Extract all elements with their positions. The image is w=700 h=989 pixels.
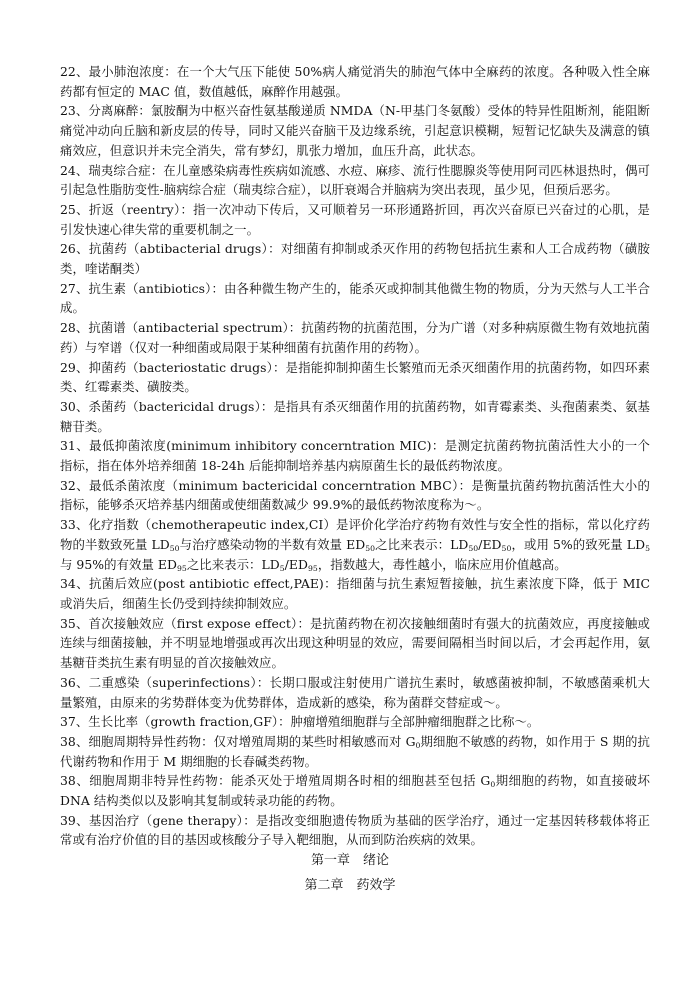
entry-36: 36、二重感染（superinfections）：长期口服或注射使用广谱抗生素时，敏感菌被抑制，不敏感菌乘机大量繁殖，由原来的劣势群体变为优势群体，造成新的感染，称为菌群交替症或～。 [60,674,650,710]
entry-24: 24、瑞夷综合症：在儿童感染病毒性疾病如流感、水痘、麻疹、流行性腮腺炎等使用阿司匹林退热时，偶可引起急性脂肪变性-脑病综合症（瑞夷综合症），以肝衰竭合并脑病为突出表现，虽少见，但预后恶劣。 [60,162,650,198]
entry-27: 27、抗生素（antibiotics）：由各种微生物产生的，能杀灭或抑制其他微生物的物质，分为天然与人工半合成。 [60,280,650,316]
entry-23: 23、分离麻醉：氯胺酮为中枢兴奋性氨基酸递质 NMDA（N-甲基门冬氨酸）受体的特异性阻断剂，能阻断痛觉冲动向丘脑和新皮层的传导，同时又能兴奋脑干及边缘系统，引起意识模糊，短暂记忆缺失及满意的镇痛效应，但意识并未完全消失，常有梦幻，肌张力增加，血压升高，此状态。 [60,103,650,158]
entry-37: 37、生长比率（growth fraction,GF）：肿瘤增殖细胞群与全部肿瘤细胞群之比称～。 [60,714,540,730]
entry-32: 32、最低杀菌浓度（minimum bactericidal concerntration MBC）：是衡量抗菌药物抗菌活性大小的指标，能够杀灭培养基内细菌或使细菌数减少 99.9%的最低药物浓度称为～。 [60,477,650,513]
entry-29: 29、抑菌药（bacteriostatic drugs）：是指能抑制抑菌生长繁殖而无杀灭细菌作用的抗菌药物，如四环素类、红霉素类、磺胺类。 [60,359,650,395]
chapter-1-heading: 第一章 绪论 [310,853,389,868]
entry-31: 31、最低抑菌浓度(minimum inhibitory concerntration MIC)：是测定抗菌药物抗菌活性大小的一个指标，指在体外培养细菌 18-24h 后能抑制培养基内病原菌生长的最低药物浓度。 [60,438,650,474]
entry-25: 25、折返（reentry）：指一次冲动下传后，又可顺着另一环形通路折回，再次兴奋原已兴奋过的心肌，是引发快速心律失常的重要机制之一。 [60,201,650,237]
entry-38-nonspecific: 38、细胞周期非特异性药物：能杀灭处于增殖周期各时相的细胞甚至包括 $G_0$期细胞的药物，如直接破坏 DNA 结构类似以及影响其复制或转录功能的药物。 [60,773,650,809]
entry-38-specific: 38、细胞周期特异性药物：仅对增殖周期的某些时相敏感而对 $G_0$期细胞不敏感的药物，如作用于 S 期的抗代谢药物和作用于 M 期细胞的长春碱类药物。 [60,733,650,769]
glossary-list [60,62,650,850]
entry-34: 34、抗菌后效应(post antibiotic effect,PAE)：指细菌与抗生素短暂接触，抗生素浓度下降，低于 MIC 或消失后，细菌生长仍受到持续抑制效应。 [60,576,650,611]
entry-28: 28、抗菌谱（antibacterial spectrum）：抗菌药物的抗菌范围，分为广谱（对多种病原微生物有效地抗菌药）与窄谱（仅对一种细菌或局限于某种细菌有抗菌作用的药物）。 [60,320,650,355]
entry-22: 22、最小肺泡浓度：在一个大气压下能使 50%病人痛觉消失的肺泡气体中全麻药的浓度。各种吸入性全麻药都有恒定的 MAC 值，数值越低，麻醉作用越强。 [60,64,650,99]
entry-30: 30、杀菌药（bactericidal drugs）：是指具有杀灭细菌作用的抗菌药物，如青霉素类、头孢菌素类、氨基糖苷类。 [60,398,650,434]
chapter-2-heading: 第二章 药效学 [304,878,396,893]
entry-26: 26、抗菌药（abtibacterial drugs）：对细菌有抑制或杀灭作用的药物包括抗生素和人工合成药物（磺胺类，喹诺酮类） [60,241,650,277]
entry-35: 35、首次接触效应（first expose effect）：是抗菌药物在初次接触细菌时有强大的抗菌效应，再度接触或连续与细菌接触，并不明显地增强或再次出现这种明显的效应，需要间隔相当时间以后，才会再起作用，氨基糖苷类抗生素有明显的首次接触效应。 [60,615,650,671]
entry-39: 39、基因治疗（gene therapy）：是指改变细胞遗传物质为基础的医学治疗，通过一定基因转移载体将正常或有治疗价值的目的基因或核酸分子导入靶细胞，从而到防治疾病的效果。 [60,812,650,848]
entry-33: 33、化疗指数（chemotherapeutic index,CI）是评价化学治疗药物有效性与安全性的指标，常以化疗药物的半数致死量 $LD_{50}$与治疗感染动物的半数有效量 $ED_{50}$之比来表示：$LD_{50}/ED_{50}$，或用 5%的致死量 $LD_5$与 95%的有效量 $ED_{95}$之比来表示：$LD_5/ED_{95}$，指数越大，毒性越小，临床应用价值越高。 [60,517,651,573]
